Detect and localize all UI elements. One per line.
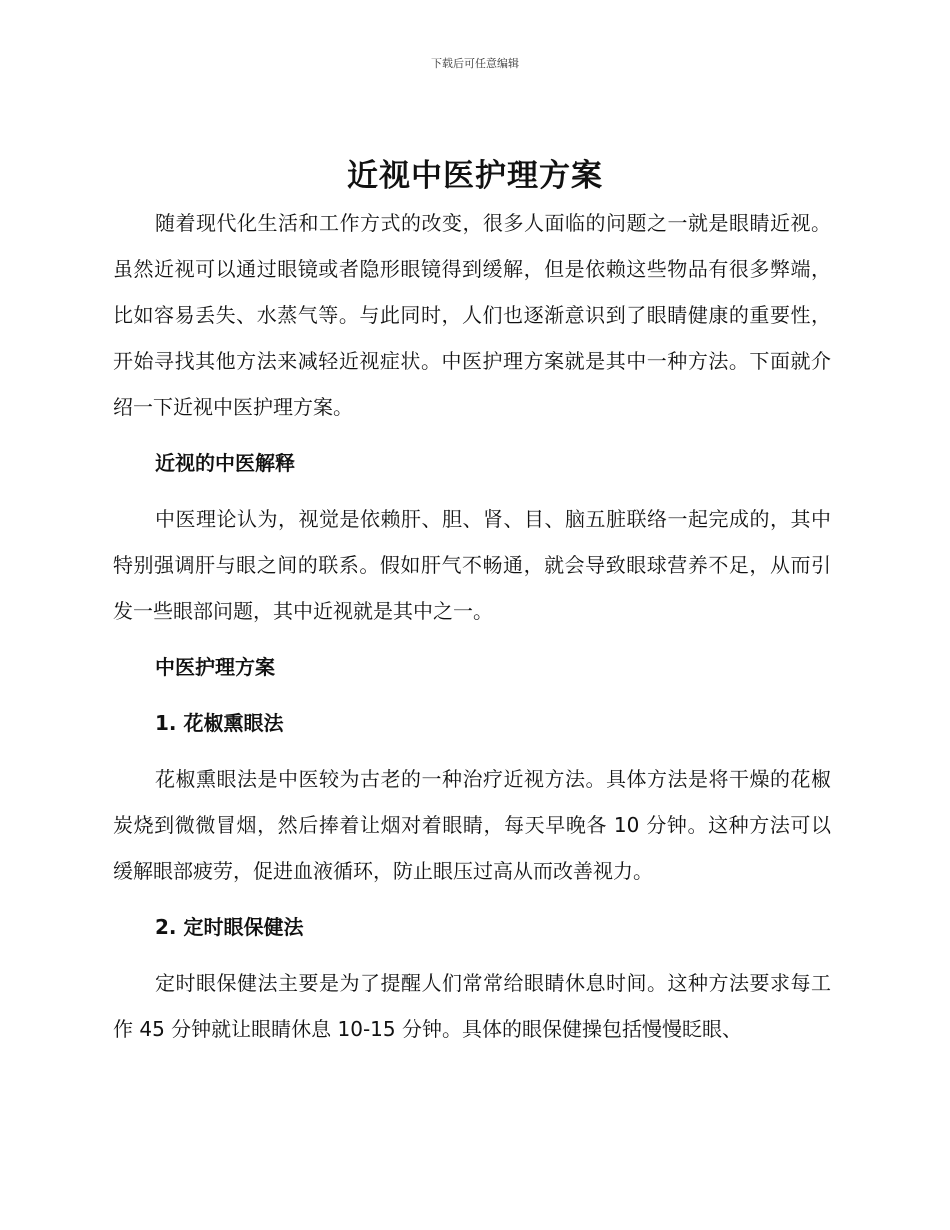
page-header-note: 下载后可任意编辑: [431, 57, 519, 70]
document-title: 近视中医护理方案: [347, 158, 603, 194]
method-heading-timed-eye-care: 2. 定时眼保健法: [155, 915, 304, 939]
tcm-explanation-paragraph: 中医理论认为，视觉是依赖肝、胆、肾、目、脑五脏联络一起完成的，其中特别强调肝与眼之间的联系。假如肝气不畅通，就会导致眼球营养不足，从而引发一些眼部问题，其中近视就是其中之一。: [113, 507, 831, 623]
section-heading-tcm-care-plan: 中医护理方案: [155, 655, 275, 679]
timed-eye-care-paragraph: 定时眼保健法主要是为了提醒人们常常给眼睛休息时间。这种方法要求每工作 45 分钟就让眼睛休息 10-15 分钟。具体的眼保健操包括慢慢眨眼、: [113, 971, 831, 1041]
intro-paragraph: 随着现代化生活和工作方式的改变，很多人面临的问题之一就是眼睛近视。虽然近视可以通过眼镜或者隐形眼镜得到缓解，但是依赖这些物品有很多弊端，比如容易丢失、水蒸气等。与此同时，人们也逐渐意识到了眼睛健康的重要性，开始寻找其他方法来减轻近视症状。中医护理方案就是其中一种方法。下面就介绍一下近视中医护理方案。: [113, 211, 831, 419]
pepper-fumigation-paragraph: 花椒熏眼法是中医较为古老的一种治疗近视方法。具体方法是将干燥的花椒炭烧到微微冒烟，然后捧着让烟对着眼睛，每天早晚各 10 分钟。这种方法可以缓解眼部疲劳，促进血液循环，防止眼压过高从而改善视力。: [113, 767, 831, 883]
section-heading-tcm-explanation: 近视的中医解释: [155, 451, 295, 475]
document-body: [113, 200, 831, 1062]
method-heading-pepper-fumigation: 1. 花椒熏眼法: [155, 711, 284, 735]
